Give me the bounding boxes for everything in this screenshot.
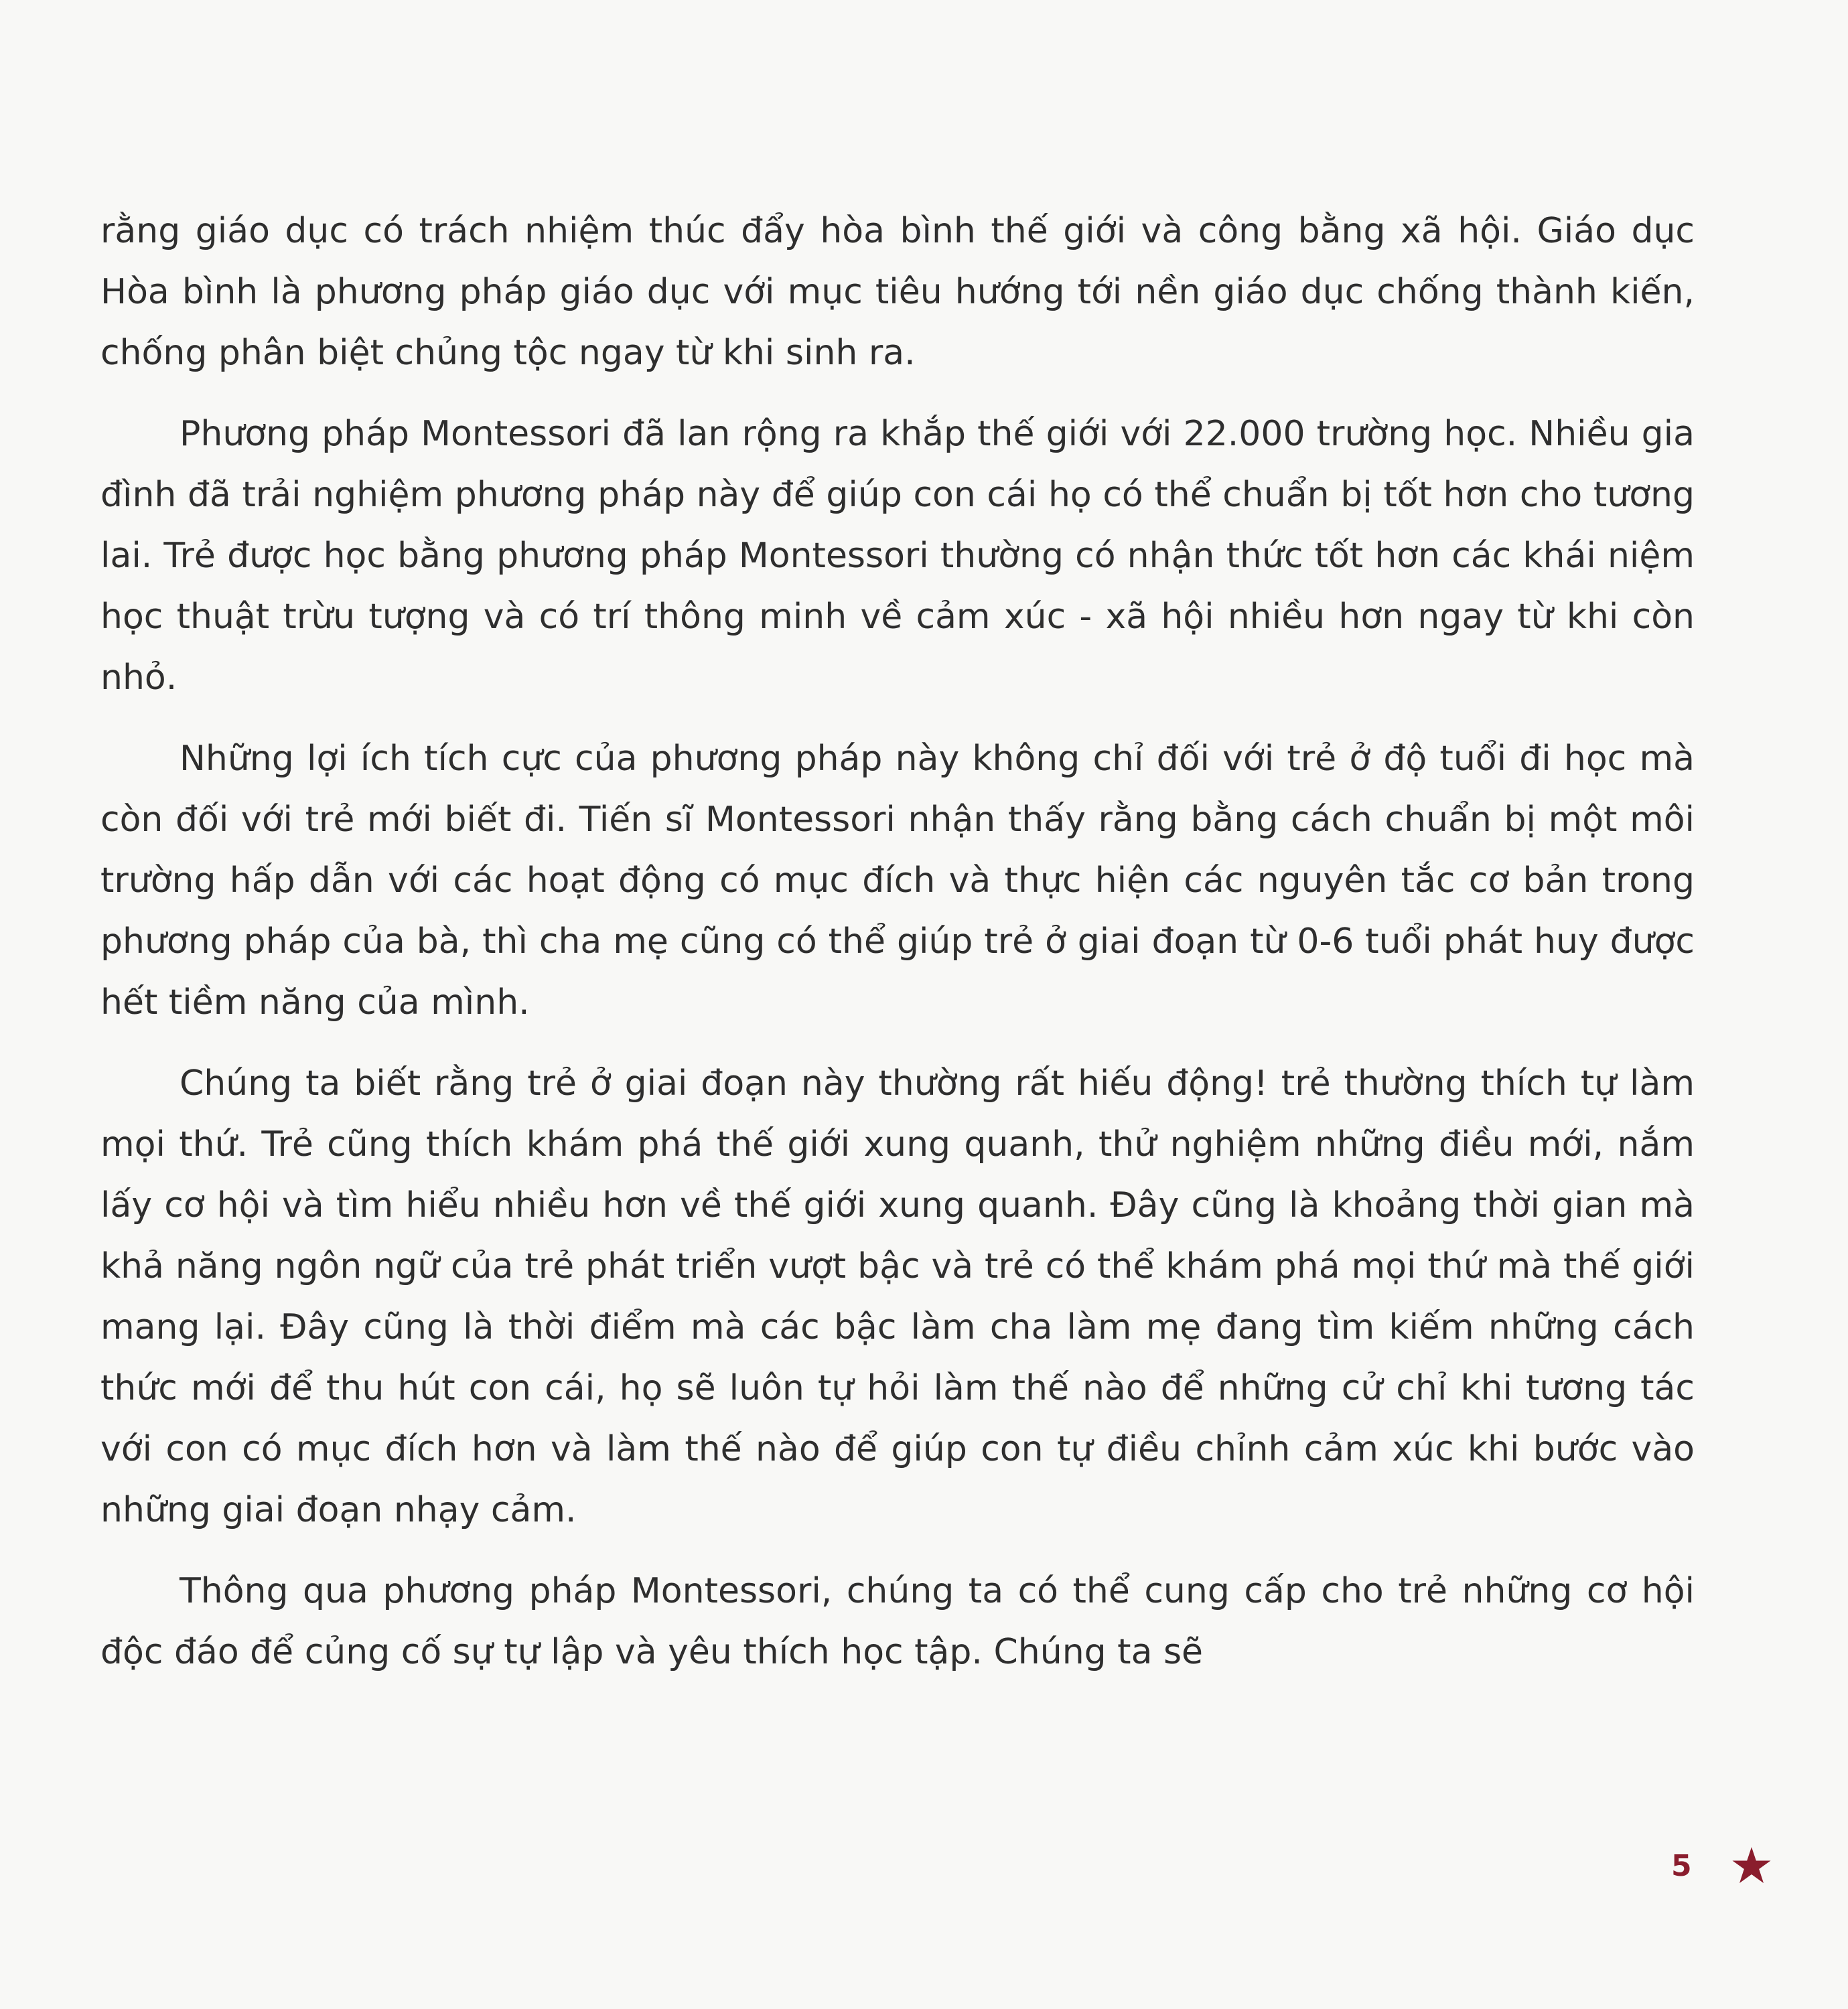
paragraph-benefits: Những lợi ích tích cực của phương pháp này không chỉ đối với trẻ ở độ tuổi đi học mà còn đối với trẻ mới biết đi. Tiến sĩ Montessori nhận thấy rằng bằng cách chuẩn bị một môi trường hấp dẫn với các hoạt động có mục đích và thực hiện các nguyên tắc cơ bản trong phương pháp của bà, thì cha mẹ cũng có thể giúp trẻ ở giai đoạn từ 0-6 tuổi phát huy được hết tiềm năng của mình.	[100, 739, 1695, 1023]
page-number: 5	[1671, 1848, 1692, 1883]
paragraph-child-stage: Chúng ta biết rằng trẻ ở giai đoạn này thường rất hiếu động! trẻ thường thích tự làm mọi thứ. Trẻ cũng thích khám phá thế giới xung quanh, thử nghiệm những điều mới, nắm lấy cơ hội và tìm hiểu nhiều hơn về thế giới xung quanh. Đây cũng là khoảng thời gian mà khả năng ngôn ngữ của trẻ phát triển vượt bậc và trẻ có thể khám phá mọi thứ mà thế giới mang lại. Đây cũng là thời điểm mà các bậc làm cha làm mẹ đang tìm kiếm những cách thức mới để thu hút con cái, họ sẽ luôn tự hỏi làm thế nào để những cử chỉ khi tương tác với con có mục đích hơn và làm thế nào để giúp con tự điều chỉnh cảm xúc khi bước vào những giai đoạn nhạy cảm.	[100, 1063, 1695, 1530]
paragraph-through-method: Thông qua phương pháp Montessori, chúng ta có thể cung cấp cho trẻ những cơ hội độc đáo để củng cố sự tự lập và yêu thích học tập. Chúng ta sẽ	[100, 1571, 1695, 1672]
star-icon	[1731, 1845, 1772, 1886]
paragraph-montessori-spread: Phương pháp Montessori đã lan rộng ra khắp thế giới với 22.000 trường học. Nhiều gia đình đã trải nghiệm phương pháp này để giúp con cái họ có thể chuẩn bị tốt hơn cho tương lai. Trẻ được học bằng phương pháp Montessori thường có nhận thức tốt hơn các khái niệm học thuật trừu tượng và có trí thông minh về cảm xúc - xã hội nhiều hơn ngay từ khi còn nhỏ.	[100, 414, 1695, 698]
page-body	[100, 201, 1695, 1703]
page-footer	[1671, 1845, 1772, 1886]
paragraph-continuation: rằng giáo dục có trách nhiệm thúc đẩy hòa bình thế giới và công bằng xã hội. Giáo dục Hòa bình là phương pháp giáo dục với mục tiêu hướng tới nền giáo dục chống thành kiến, chống phân biệt chủng tộc ngay từ khi sinh ra.	[100, 211, 1695, 373]
